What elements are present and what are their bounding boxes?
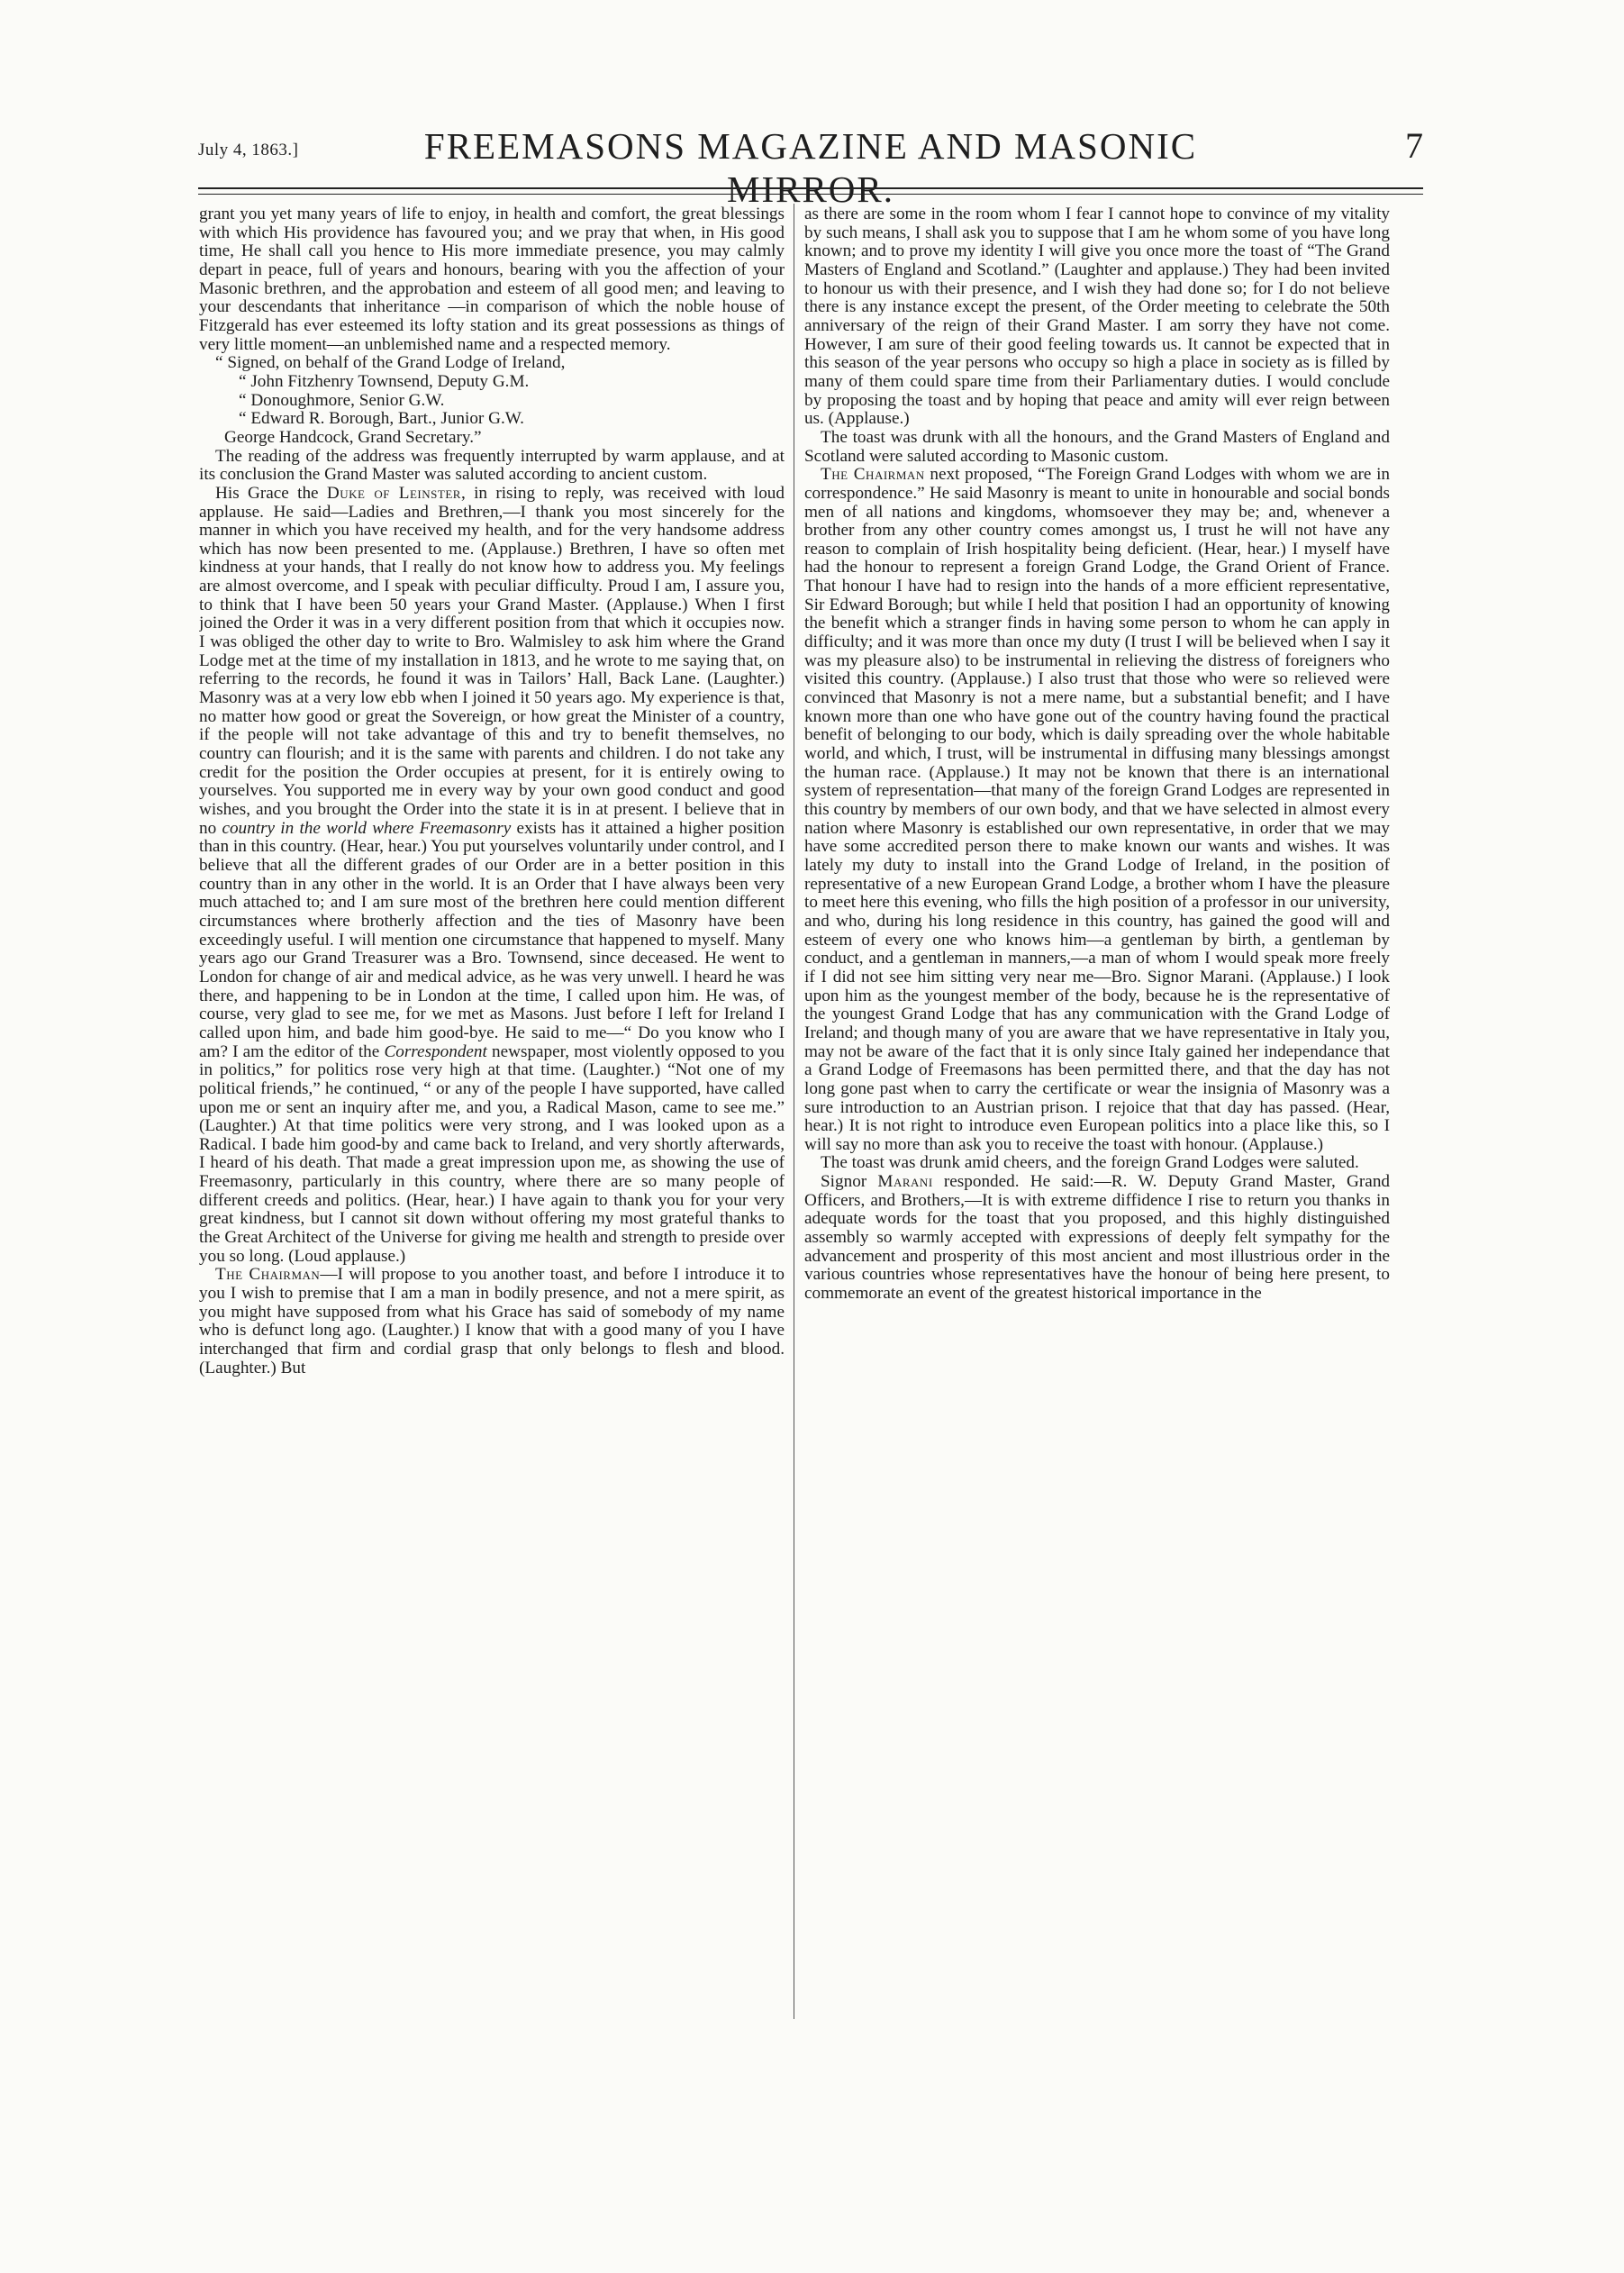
- text-run: , in rising to reply, was received with loud applause. He said—Ladies and Brethren,—I thank you most sincerely for the manner in which you have received my health, and for the very handsome address which has now been presented to me. (Applause.) Brethren, I have so often met kindness at your hands, that I really do not know how to address you. My feelings are almost overcome, and I speak with peculiar difficulty. Proud I am, I assure you, to think that I have been 50 years your Grand Master. (Applause.) When I first joined the Order it was in a very different position from that which it occupies now. I was obliged the other day to write to Bro. Walmisley to ask him where the Grand Lodge met at the time of my installation in 1813, and he wrote to me saying that, on referring to the records, he found it was in Tailors’ Hall, Back Lane. (Laughter.) Masonry was at a very low ebb when I joined it 50 years ago. My experience is that, no matter how good or great the Sovereign, or how great the Minister of a country, if the people will not take advantage of this and try to benefit themselves, no country can flourish; and it is the same with parents and children. I do not take any credit for the position the Order occupies at present, for it is entirely owing to yourselves. You supported me in every way by your own good conduct and good wishes, and you brought the Order into the state it is in at present. I believe that in no: [199, 483, 785, 838]
- text-run: exists has it attained a higher position than in this country. (Hear, hear.) You put yourselves voluntarily under control, and I believe that all the different grades of our Order are in a better position in this country than in any other in the world. It is an Order that I have always been very much attached to; and I am sure most of the brethren here could mention different circumstances where brotherly affection and the ties of Masonry have been exceedingly useful. I will mention one circumstance that happened to myself. Many years ago our Grand Treasurer was a Bro. Townsend, since deceased. He went to London for change of air and medical advice, as he was very unwell. I heard he was there, and happening to be in London at the time, I called upon him. He was, of course, very glad to see me, for we met as Masons. Just before I left for Ireland I called upon him, and bade him good-bye. He said to me—“ Do you know who I am? I am the editor of the: [199, 818, 785, 1061]
- text-run: responded. He said:—R. W. Deputy Grand Master, Grand Officers, and Brothers,—It is with extreme diffidence I rise to return you thanks in adequate words for the toast that you proposed, and this highly distinguished assembly so warmly accepted with expressions of deeply felt sympathy for the advancement and prosperity of this most ancient and most illustrious order in the various countries whose representatives have the honour of being here present, to commemorate an event of the greatest historical importance in the: [804, 1172, 1390, 1304]
- text-run: His Grace the: [215, 483, 319, 503]
- address-signatures: [199, 354, 785, 447]
- text-run: next proposed, “The Foreign Grand Lodges with whom we are in correspondence.” He said Masonry is meant to unite in honourable and social bonds men of all nations and kingdoms, whomsoever they may be; and, whenever a brother from any other country comes amongst us, I trust he will not have any reason to complain of Irish hospitality being deficient. (Hear, hear.) I myself have had the honour to represent a foreign Grand Lodge, the Grand Orient of France. That honour I have had to resign into the hands of a more efficient representative, Sir Edward Borough; but while I held that position I had an opportunity of knowing the benefit which a stranger finds in having some person to whom he can apply in difficulty; and it was more than once my duty (I trust I will be believed when I say it was my pleasure also) to be instrumental in relieving the distress of foreigners who visited this country. (Applause.) I also trust that those who were so relieved were convinced that Masonry is not a mere name, but a substantial benefit; and I have known more than one who have gone out of the country having found the practical benefit of belonging to our body, which is daily spreading over the whole habitable world, and which, I trust, will be instrumental in diffusing many blessings amongst the human race. (Applause.) It may not be known that there is an international system of representation—that many of the foreign Grand Lodges are represented in this country by members of our own body, and that we have selected in almost every nation where Masonry is established our own representative, in order that we may have some accredited person there to make known our wants and wishes. It was lately my duty to install into the Grand Lodge of Ireland, in the position of representative of a new European Grand Lodge, a brother whom I have the pleasure to meet here this evening, who fills the high position of a professor in our university, and who, during his long residence in this country, has gained the good will and esteem of every one who knows him—a gentleman by birth, a gentleman by conduct, and a gentleman in manners,—a man of whom I would speak more freely if I did not see him sitting very near me—Bro. Signor Marani. (Applause.) I look upon him as the youngest member of the body, because he is the representative of the youngest Grand Lodge that has any communication with the Grand Lodge of Ireland; and though many of you are aware that we have representative in Italy you, may not be aware of the fact that it is only since Italy gained her independance that a Grand Lodge of Freemasons has been permitted there, and that the day has not long gone past when to carry the certificate or wear the insignia of Masonry was a sure introduction to an Austrian prison. I rejoice that that day has passed. (Hear, hear.) It is not right to introduce even European politics into a place like this, so I will say no more than ask you to receive the toast with honour. (Applause.): [804, 465, 1390, 1154]
- signature-line: “ Donoughmore, Senior G.W.: [239, 390, 445, 410]
- signature-line: “ Edward R. Borough, Bart., Junior G.W.: [239, 409, 524, 429]
- magazine-title: FREEMASONS MAGAZINE AND MASONIC MIRROR.: [423, 125, 1198, 210]
- marani-response-paragraph: [804, 1173, 1390, 1304]
- page-number: 7: [1405, 125, 1423, 166]
- speaker-name: Marani: [877, 1172, 933, 1192]
- text-run: —I will propose to you another toast, and before I introduce it to you I wish to premise that I am a man in bodily presence, and not a mere spirit, as you might have supposed from what his Grace has said of somebody of my name who is defunct long ago. (Laughter.) I know that with a good many of you I have interchanged that firm and cordial grasp that only belongs to flesh and blood. (Laughter.) But: [199, 1265, 785, 1377]
- signature-line: “ John Fitzhenry Townsend, Deputy G.M.: [239, 371, 530, 391]
- right-column: [804, 205, 1390, 2016]
- italic-text: country in the world where Freemasonry: [222, 818, 512, 838]
- address-reception-paragraph: The reading of the address was frequently interrupted by warm applause, and at its conclusion the Grand Master was saluted according to ancient custom.: [199, 446, 785, 485]
- left-column: [199, 205, 785, 2016]
- duke-reply-paragraph: [199, 485, 785, 1267]
- speaker-name: Duke of Leinster: [326, 483, 461, 503]
- speaker-name: The Chairman: [821, 465, 925, 485]
- toast-honours-paragraph: The toast was drunk with all the honours, and the Grand Masters of England and Scotland were saluted according to Masonic custom.: [804, 427, 1390, 466]
- address-conclusion-paragraph: grant you yet many years of life to enjoy, in health and comfort, the great blessings with which His providence has favoured you; and we pray that when, in His good time, He shall call you hence to His more immediate presence, you may calmly depart in peace, full of years and honours, bearing with you the affection of your Masonic brethren, and the approbation and esteem of all good men; and leaving to your descendants that inheritance —in comparison of which the noble house of Fitzgerald has ever esteemed its lofty station and its great possessions as things of very little moment—an unblemished name and a respected memory.: [199, 205, 785, 354]
- issue-date: July 4, 1863.]: [198, 141, 299, 159]
- foreign-lodges-paragraph: [804, 466, 1390, 1154]
- header-rule-thin: [198, 194, 1423, 195]
- signature-line: “ Signed, on behalf of the Grand Lodge of Ireland,: [215, 353, 566, 373]
- chairman-toast-continuation: as there are some in the room whom I fear I cannot hope to convince of my vitality by such means, I shall ask you to suppose that I am he whom some of you have long known; and to prove my identity I will give you once more the toast of “The Grand Masters of England and Scotland.” (Laughter and applause.) They had been invited to honour us with their presence, and I wish they had done so; for I do not believe there is any instance except the present, of the Order meeting to celebrate the 50th anniversary of the reign of their Grand Master. I am sorry they have not come. However, I am sure of their good feeling towards us. It cannot be expected that in this season of the year persons who occupy so high a place in society as is filled by many of them could spare time from their Parliamentary duties. I would conclude by proposing the toast and by hoping that peace and amity will ever reign between us. (Applause.): [804, 205, 1390, 429]
- text-run: Signor: [821, 1172, 867, 1192]
- text-run: newspaper, most violently opposed to you in politics,” for politics rose very high at that time. (Laughter.) “Not one of my political friends,” he continued, “ or any of the people I have supported, have called upon me or sent an inquiry after me, and you, a Radical Mason, came to see me.” (Laughter.) At that time politics were very strong, and I was looked upon as a Radical. I bade him good-by and came back to Ireland, and very shortly afterwards, I heard of his death. That made a great impression upon me, as showing the use of Freemasonry, particularly in this country, where there are so many people of different creeds and politics. (Hear, hear.) I have again to thank you for your very great kindness, but I cannot sit down without offering my most grateful thanks to the Great Architect of the Universe for giving me health and strength to preside over you so long. (Loud applause.): [199, 1041, 785, 1266]
- header-rule-thick: [198, 187, 1423, 189]
- speaker-name: The Chairman: [215, 1265, 321, 1285]
- page-header: [198, 124, 1423, 210]
- italic-text: Correspondent: [384, 1041, 487, 1061]
- signature-line: George Handcock, Grand Secretary.”: [224, 427, 482, 447]
- toast-cheers-paragraph: The toast was drunk amid cheers, and the foreign Grand Lodges were saluted.: [821, 1153, 1359, 1173]
- chairman-toast-paragraph: [199, 1266, 785, 1377]
